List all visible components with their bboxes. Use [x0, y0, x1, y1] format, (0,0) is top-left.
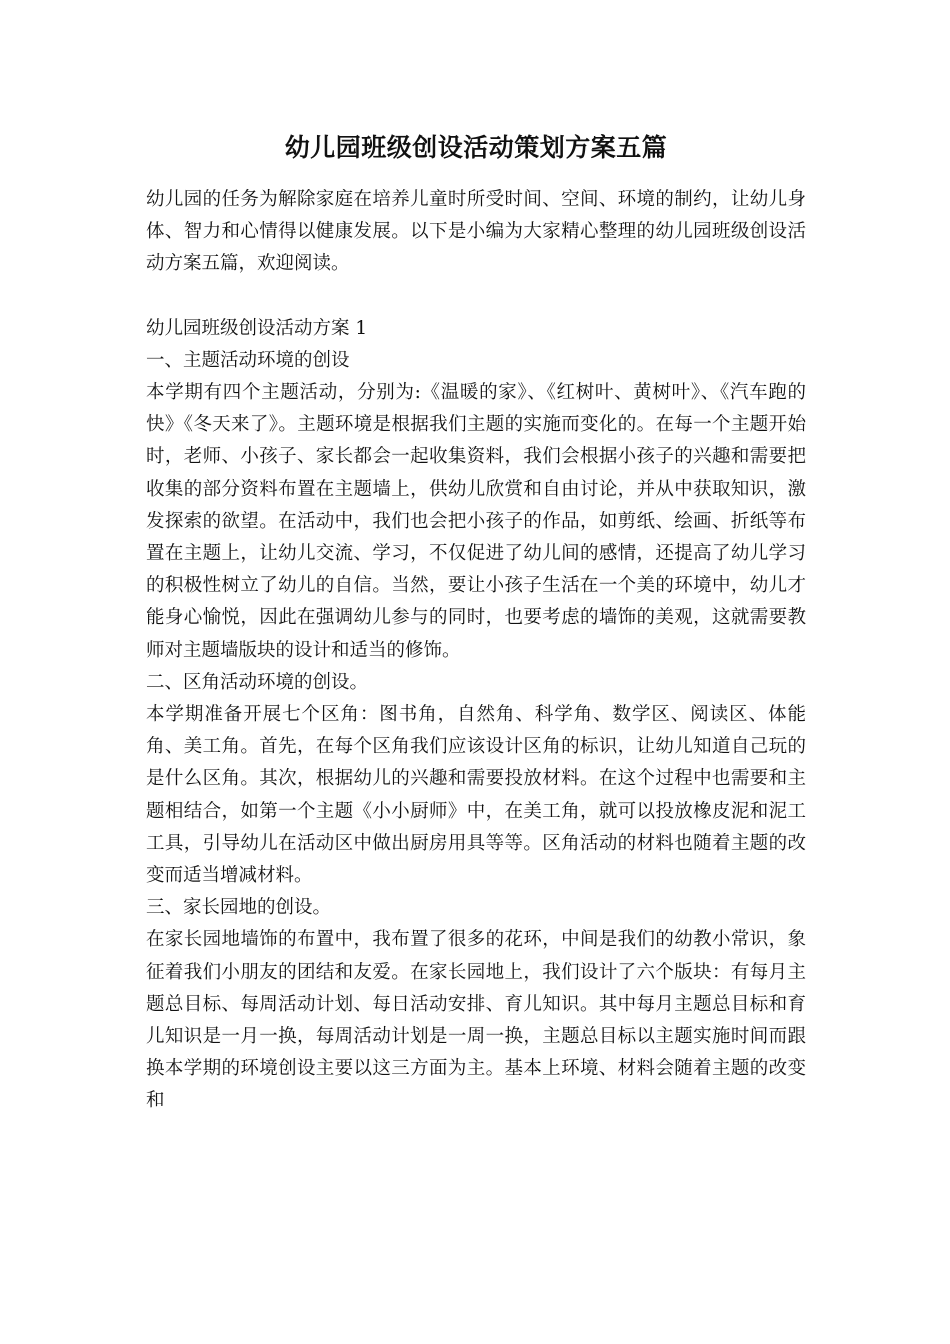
- document-page: [146, 128, 806, 1118]
- section-body-theme: 本学期有四个主题活动，分别为:《温暖的家》、《红树叶、黄树叶》、《汽车跑的快》《冬天来了》。主题环境是根据我们主题的实施而变化的。在每一个主题开始时，老师、小孩子、家长都会一起收集资料，我们会根据小孩子的兴趣和需要把收集的部分资料布置在主题墙上，供幼儿欣赏和自由讨论，并从中获取知识，激发探索的欲望。在活动中，我们也会把小孩子的作品，如剪纸、绘画、折纸等布置在主题上，让幼儿交流、学习，不仅促进了幼儿间的感情，还提高了幼儿学习的积极性树立了幼儿的自信。当然，要让小孩子生活在一个美的环境中，幼儿才能身心愉悦，因此在强调幼儿参与的同时，也要考虑的墙饰的美观，这就需要教师对主题墙版块的设计和适当的修饰。: [146, 382, 806, 661]
- document-title: 幼儿园班级创设活动策划方案五篇: [284, 133, 668, 162]
- section-body-parents: 在家长园地墙饰的布置中，我布置了很多的花环，中间是我们的幼教小常识，象征着我们小朋友的团结和友爱。在家长园地上，我们设计了六个版块：有每月主题总目标、每周活动计划、每日活动安排、育儿知识。其中每月主题总目标和育儿知识是一月一换，每周活动计划是一周一换，主题总目标以主题实施时间而跟换本学期的环境创设主要以这三方面为主。基本上环境、材料会随着主题的改变和: [146, 929, 806, 1112]
- plan-heading: 幼儿园班级创设活动方案 1: [146, 317, 368, 339]
- intro-paragraph: 幼儿园的任务为解除家庭在培养儿童时所受时间、空间、环境的制约，让幼儿身体、智力和心情得以健康发展。以下是小编为大家精心整理的幼儿园班级创设活动方案五篇，欢迎阅读。: [146, 189, 806, 275]
- section-body-corners: 本学期准备开展七个区角：图书角，自然角、科学角、数学区、阅读区、体能角、美工角。首先，在每个区角我们应该设计区角的标识，让幼儿知道自己玩的是什么区角。其次，根据幼儿的兴趣和需要投放材料。在这个过程中也需要和主题相结合，如第一个主题《小小厨师》中，在美工角，就可以投放橡皮泥和泥工工具，引导幼儿在活动区中做出厨房用具等等。区角活动的材料也随着主题的改变而适当增减材料。: [146, 704, 806, 887]
- section-heading-parents: 三、家长园地的创设。: [146, 897, 332, 919]
- section-heading-corners: 二、区角活动环境的创设。: [146, 671, 369, 693]
- section-heading-theme: 一、主题活动环境的创设: [146, 349, 350, 371]
